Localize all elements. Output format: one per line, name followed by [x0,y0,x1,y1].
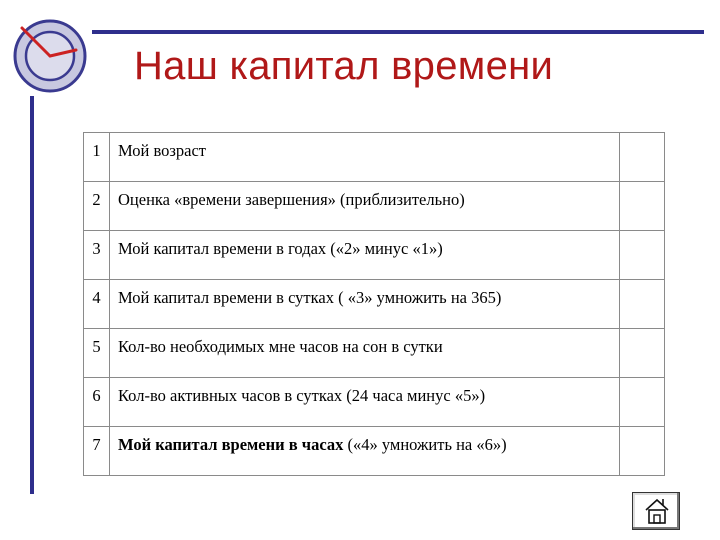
table-row [84,378,665,427]
top-border-line [92,30,704,34]
row-description: Мой капитал времени в сутках ( «3» умножить на 365) [110,280,620,329]
home-icon [644,496,670,526]
row-description: Кол-во необходимых мне часов на сон в сутки [110,329,620,378]
time-capital-table [83,132,665,476]
row-description-bold: Мой капитал времени в часах [118,435,344,454]
table-row [84,231,665,280]
home-button[interactable] [632,492,680,530]
row-number: 2 [84,182,110,231]
table-row [84,182,665,231]
row-value-cell[interactable] [620,182,665,231]
row-value-cell[interactable] [620,329,665,378]
row-description: Кол-во активных часов в сутках (24 часа минус «5») [110,378,620,427]
clock-icon [6,10,106,110]
row-value-cell[interactable] [620,427,665,476]
row-description-rest: («4» умножить на «6») [343,435,507,454]
row-value-cell[interactable] [620,280,665,329]
row-number: 7 [84,427,110,476]
row-number: 5 [84,329,110,378]
table-row [84,280,665,329]
table-row [84,329,665,378]
row-number: 4 [84,280,110,329]
row-description [110,427,620,476]
table-row [84,133,665,182]
left-border-line [30,96,34,494]
row-value-cell[interactable] [620,133,665,182]
table-row [84,427,665,476]
row-number: 1 [84,133,110,182]
row-value-cell[interactable] [620,231,665,280]
row-value-cell[interactable] [620,378,665,427]
page-title: Наш капитал времени [134,44,554,88]
row-description: Мой капитал времени в годах («2» минус «1») [110,231,620,280]
row-description: Мой возраст [110,133,620,182]
row-number: 6 [84,378,110,427]
row-number: 3 [84,231,110,280]
row-description: Оценка «времени завершения» (приблизительно) [110,182,620,231]
